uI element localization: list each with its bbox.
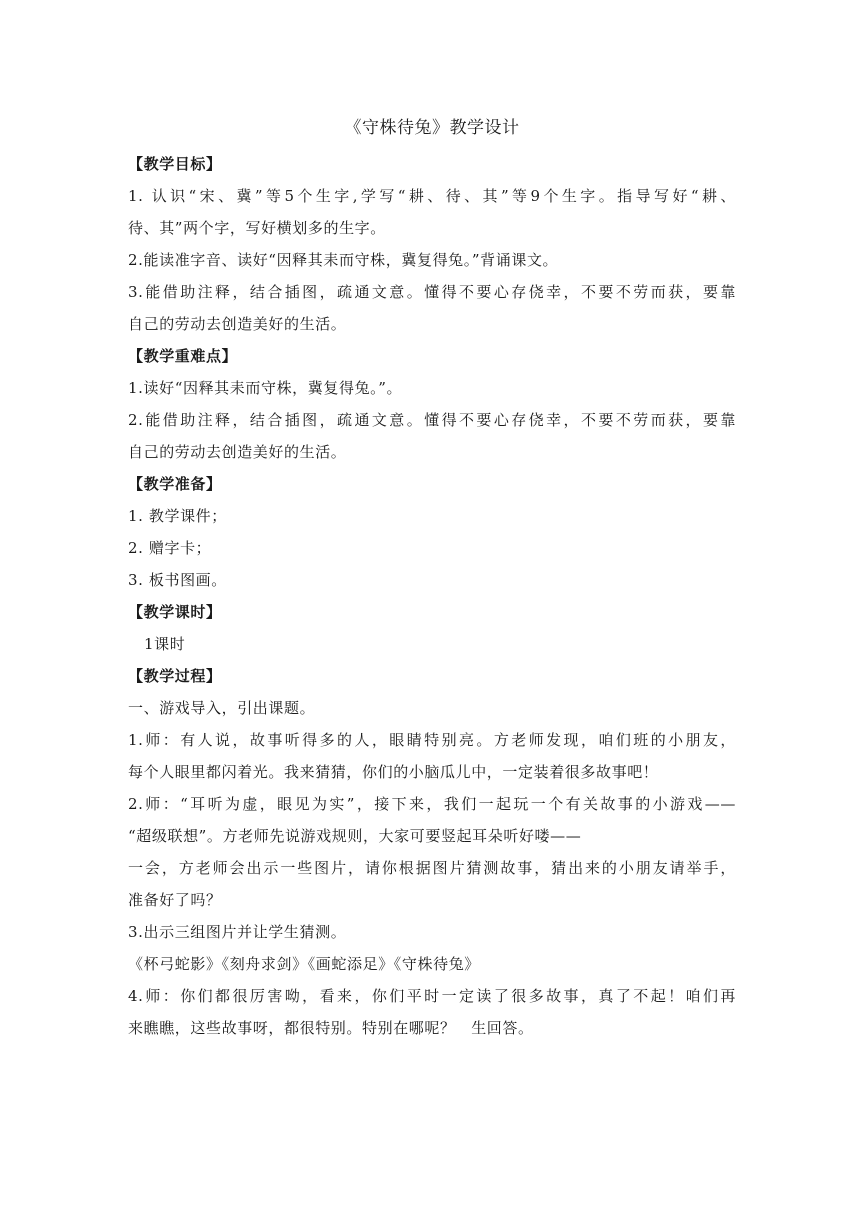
paragraph-line: 4.师：你们都很厉害呦，看来，你们平时一定读了很多故事，真了不起！咱们再 <box>128 987 736 1005</box>
paragraph-line: 一会，方老师会出示一些图片，请你根据图片猜测故事，猜出来的小朋友请举手， <box>128 859 736 877</box>
paragraph-line: 来瞧瞧，这些故事呀，都很特别。特别在哪呢？ 生回答。 <box>128 1019 534 1037</box>
paragraph-line: 2.能借助注释，结合插图，疏通文意。懂得不要心存侥幸，不要不劳而获，要靠 <box>128 411 736 429</box>
paragraph-line: 3.出示三组图片并让学生猜测。 <box>128 923 347 941</box>
document-body <box>128 114 736 1044</box>
paragraph-line: 2.能读准字音、读好“因释其耒而守株，冀复得兔。”背诵课文。 <box>128 251 559 269</box>
document-title: 《守株待兔》教学设计 <box>344 118 520 138</box>
paragraph-line: 1.师：有人说，故事听得多的人，眼睛特别亮。方老师发现，咱们班的小朋友， <box>128 731 736 749</box>
paragraph-line: 每个人眼里都闪着光。我来猜猜，你们的小脑瓜儿中，一定装着很多故事吧！ <box>128 763 659 781</box>
section-heading-preparation: 【教学准备】 <box>128 475 222 493</box>
paragraph-line: “超级联想”。方老师先说游戏规则，大家可要竖起耳朵听好喽—— <box>128 827 582 845</box>
paragraph-line: 准备好了吗？ <box>128 891 222 909</box>
section-heading-goals: 【教学目标】 <box>128 155 222 173</box>
paragraph-line: 待、其”两个字，写好横划多的生字。 <box>128 219 386 237</box>
paragraph-line: 1. 认识“宋、冀”等5个生字,学写“耕、待、其”等9个生字。指导写好“耕、 <box>128 187 736 205</box>
paragraph-line: 1课时 <box>144 635 186 653</box>
section-heading-process: 【教学过程】 <box>128 667 222 685</box>
section-heading-periods: 【教学课时】 <box>128 603 222 621</box>
section-heading-key-points: 【教学重难点】 <box>128 347 238 365</box>
paragraph-line: 3.能借助注释，结合插图，疏通文意。懂得不要心存侥幸，不要不劳而获，要靠 <box>128 283 736 301</box>
paragraph-line: 《杯弓蛇影》《刻舟求剑》《画蛇添足》《守株待兔》 <box>128 955 480 973</box>
list-item: 1. 教学课件； <box>128 507 227 525</box>
paragraph-line: 自己的劳动去创造美好的生活。 <box>128 315 347 333</box>
list-item: 3. 板书图画。 <box>128 571 227 589</box>
list-item: 2. 赠字卡； <box>128 539 212 557</box>
paragraph-line: 2.师：“耳听为虚，眼见为实”，接下来，我们一起玩一个有关故事的小游戏—— <box>128 795 736 813</box>
paragraph-line: 一、游戏导入，引出课题。 <box>128 699 316 717</box>
paragraph-line: 自己的劳动去创造美好的生活。 <box>128 443 347 461</box>
paragraph-line: 1.读好“因释其耒而守株，冀复得兔。”。 <box>128 379 403 397</box>
